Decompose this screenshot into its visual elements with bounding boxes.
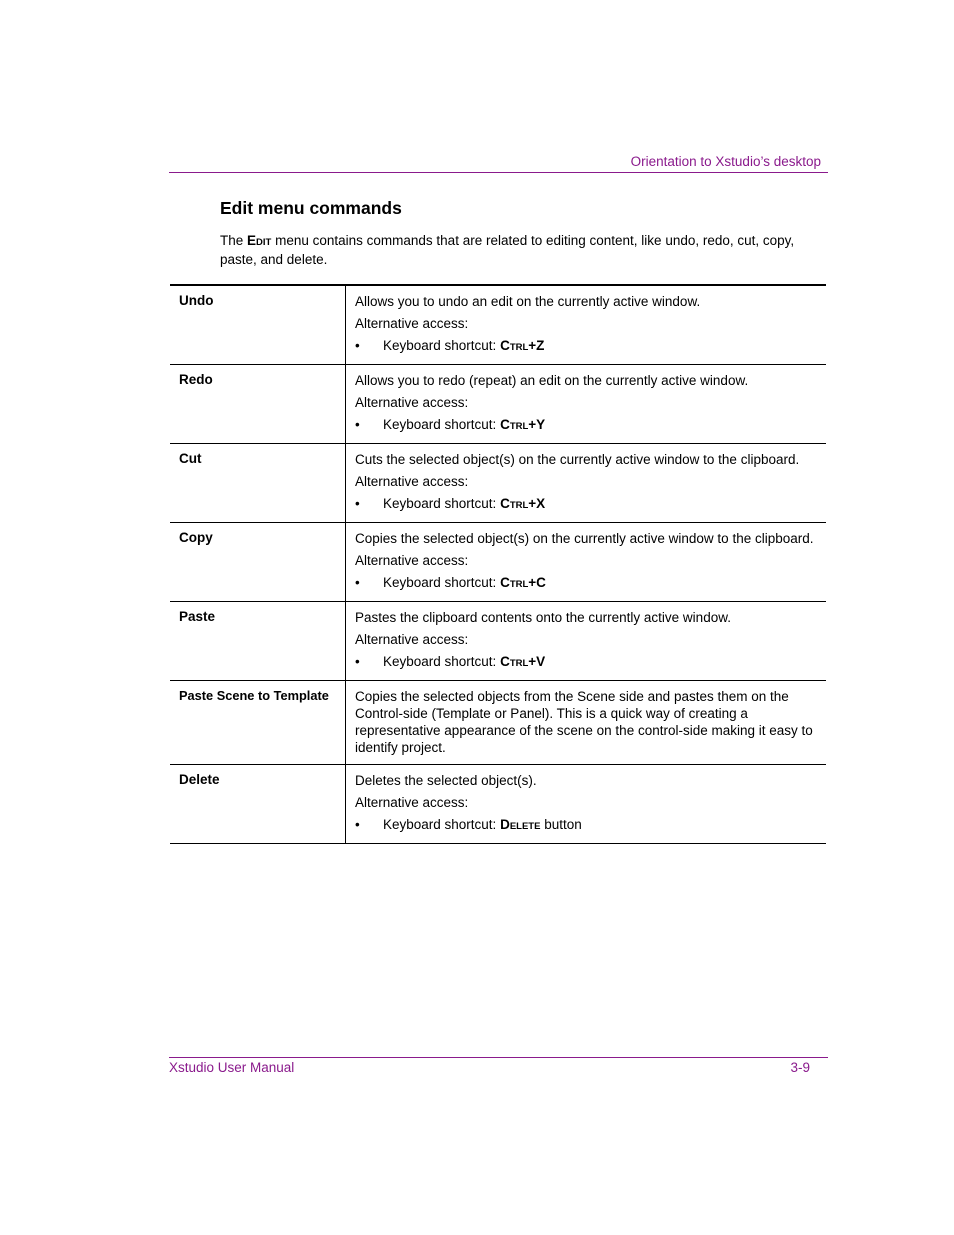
command-description-cell: [346, 681, 827, 765]
shortcut-first: C: [500, 338, 510, 353]
shortcut-rest: TRL: [509, 342, 529, 353]
table-row: [170, 286, 826, 365]
bullet-marker: •: [355, 338, 360, 353]
alternative-access-label: Alternative access:: [355, 395, 469, 410]
command-description: Deletes the selected object(s).: [355, 773, 537, 788]
shortcut-keys: [500, 817, 540, 832]
shortcut-label: Keyboard shortcut:: [383, 654, 501, 669]
command-description: Allows you to redo (repeat) an edit on the currently active window.: [355, 373, 749, 388]
shortcut-label: Keyboard shortcut:: [383, 496, 501, 511]
command-description-cell: [346, 523, 827, 602]
header-rule: [169, 172, 828, 173]
table-row: [170, 765, 826, 844]
bullet-marker: •: [355, 654, 360, 669]
shortcut-rest: TRL: [509, 500, 529, 511]
shortcut-rest: ELETE: [509, 821, 541, 832]
table-row: [170, 365, 826, 444]
alternative-access-label: Alternative access:: [355, 553, 469, 568]
command-description-cell: [346, 444, 827, 523]
table-row: [170, 681, 826, 765]
shortcut-label: Keyboard shortcut:: [383, 575, 501, 590]
command-name: Copy: [170, 523, 346, 602]
shortcut-bullet: [355, 653, 818, 672]
table-row: [170, 444, 826, 523]
shortcut-bullet: [355, 574, 818, 593]
shortcut-first: C: [500, 575, 510, 590]
command-name: Delete: [170, 765, 346, 844]
edit-menu-rest: DIT: [256, 237, 272, 248]
bullet-marker: •: [355, 575, 360, 590]
alternative-access-label: Alternative access:: [355, 632, 469, 647]
shortcut-first: C: [500, 654, 510, 669]
shortcut-bullet: [355, 816, 818, 835]
shortcut-label: Keyboard shortcut:: [383, 338, 501, 353]
shortcut-suffix: button: [540, 817, 582, 832]
shortcut-first: D: [500, 817, 510, 832]
shortcut-rest: TRL: [509, 579, 529, 590]
shortcut-key: +Y: [528, 417, 546, 432]
intro-after: menu contains commands that are related to editing content, like undo, redo, cut, copy, paste, and delete.: [220, 233, 795, 267]
bullet-marker: •: [355, 417, 360, 432]
intro-paragraph: [220, 232, 800, 268]
table-row: [170, 602, 826, 681]
shortcut-keys: [500, 496, 545, 511]
shortcut-keys: [500, 575, 546, 590]
shortcut-first: C: [500, 417, 510, 432]
command-description-cell: [346, 365, 827, 444]
bullet-marker: •: [355, 496, 360, 511]
running-header: Orientation to Xstudio’s desktop: [630, 154, 821, 169]
alternative-access-label: Alternative access:: [355, 795, 469, 810]
command-description: Cuts the selected object(s) on the currently active window to the clipboard.: [355, 452, 800, 467]
edit-menu-first: E: [247, 233, 257, 248]
command-name: Undo: [170, 286, 346, 365]
shortcut-bullet: [355, 337, 818, 356]
table-row: [170, 523, 826, 602]
command-name: Paste Scene to Template: [170, 681, 346, 765]
shortcut-keys: [500, 338, 544, 353]
command-name: Paste: [170, 602, 346, 681]
command-description-cell: [346, 602, 827, 681]
command-description-cell: [346, 286, 827, 365]
section-title: Edit menu commands: [220, 198, 402, 218]
shortcut-label: Keyboard shortcut:: [383, 417, 501, 432]
shortcut-key: +X: [528, 496, 546, 511]
shortcut-bullet: [355, 495, 818, 514]
footer-rule: [169, 1057, 828, 1058]
shortcut-bullet: [355, 416, 818, 435]
shortcut-key: +V: [528, 654, 546, 669]
command-description: Copies the selected objects from the Scene side and pastes them on the Control-side (Template or Panel). This is a quick way of creating a representative appearance of the scene on the control-side making it easy to identify project.: [355, 689, 813, 755]
shortcut-rest: TRL: [509, 421, 529, 432]
shortcut-key: +C: [528, 575, 546, 590]
command-name: Redo: [170, 365, 346, 444]
intro-before: The: [220, 233, 248, 248]
edit-commands-table: [170, 284, 826, 844]
command-description-cell: [346, 765, 827, 844]
shortcut-rest: TRL: [509, 658, 529, 669]
bullet-marker: •: [355, 817, 360, 832]
command-description: Pastes the clipboard contents onto the currently active window.: [355, 610, 731, 625]
footer-manual-title: Xstudio User Manual: [169, 1060, 295, 1075]
alternative-access-label: Alternative access:: [355, 474, 469, 489]
shortcut-key: +Z: [528, 338, 545, 353]
shortcut-keys: [500, 654, 545, 669]
shortcut-first: C: [500, 496, 510, 511]
shortcut-label: Keyboard shortcut:: [383, 817, 501, 832]
footer-page-number: 3-9: [790, 1060, 810, 1075]
edit-menu-name: [247, 233, 271, 248]
command-name: Cut: [170, 444, 346, 523]
command-description: Allows you to undo an edit on the currently active window.: [355, 294, 701, 309]
command-description: Copies the selected object(s) on the currently active window to the clipboard.: [355, 531, 814, 546]
alternative-access-label: Alternative access:: [355, 316, 469, 331]
shortcut-keys: [500, 417, 545, 432]
